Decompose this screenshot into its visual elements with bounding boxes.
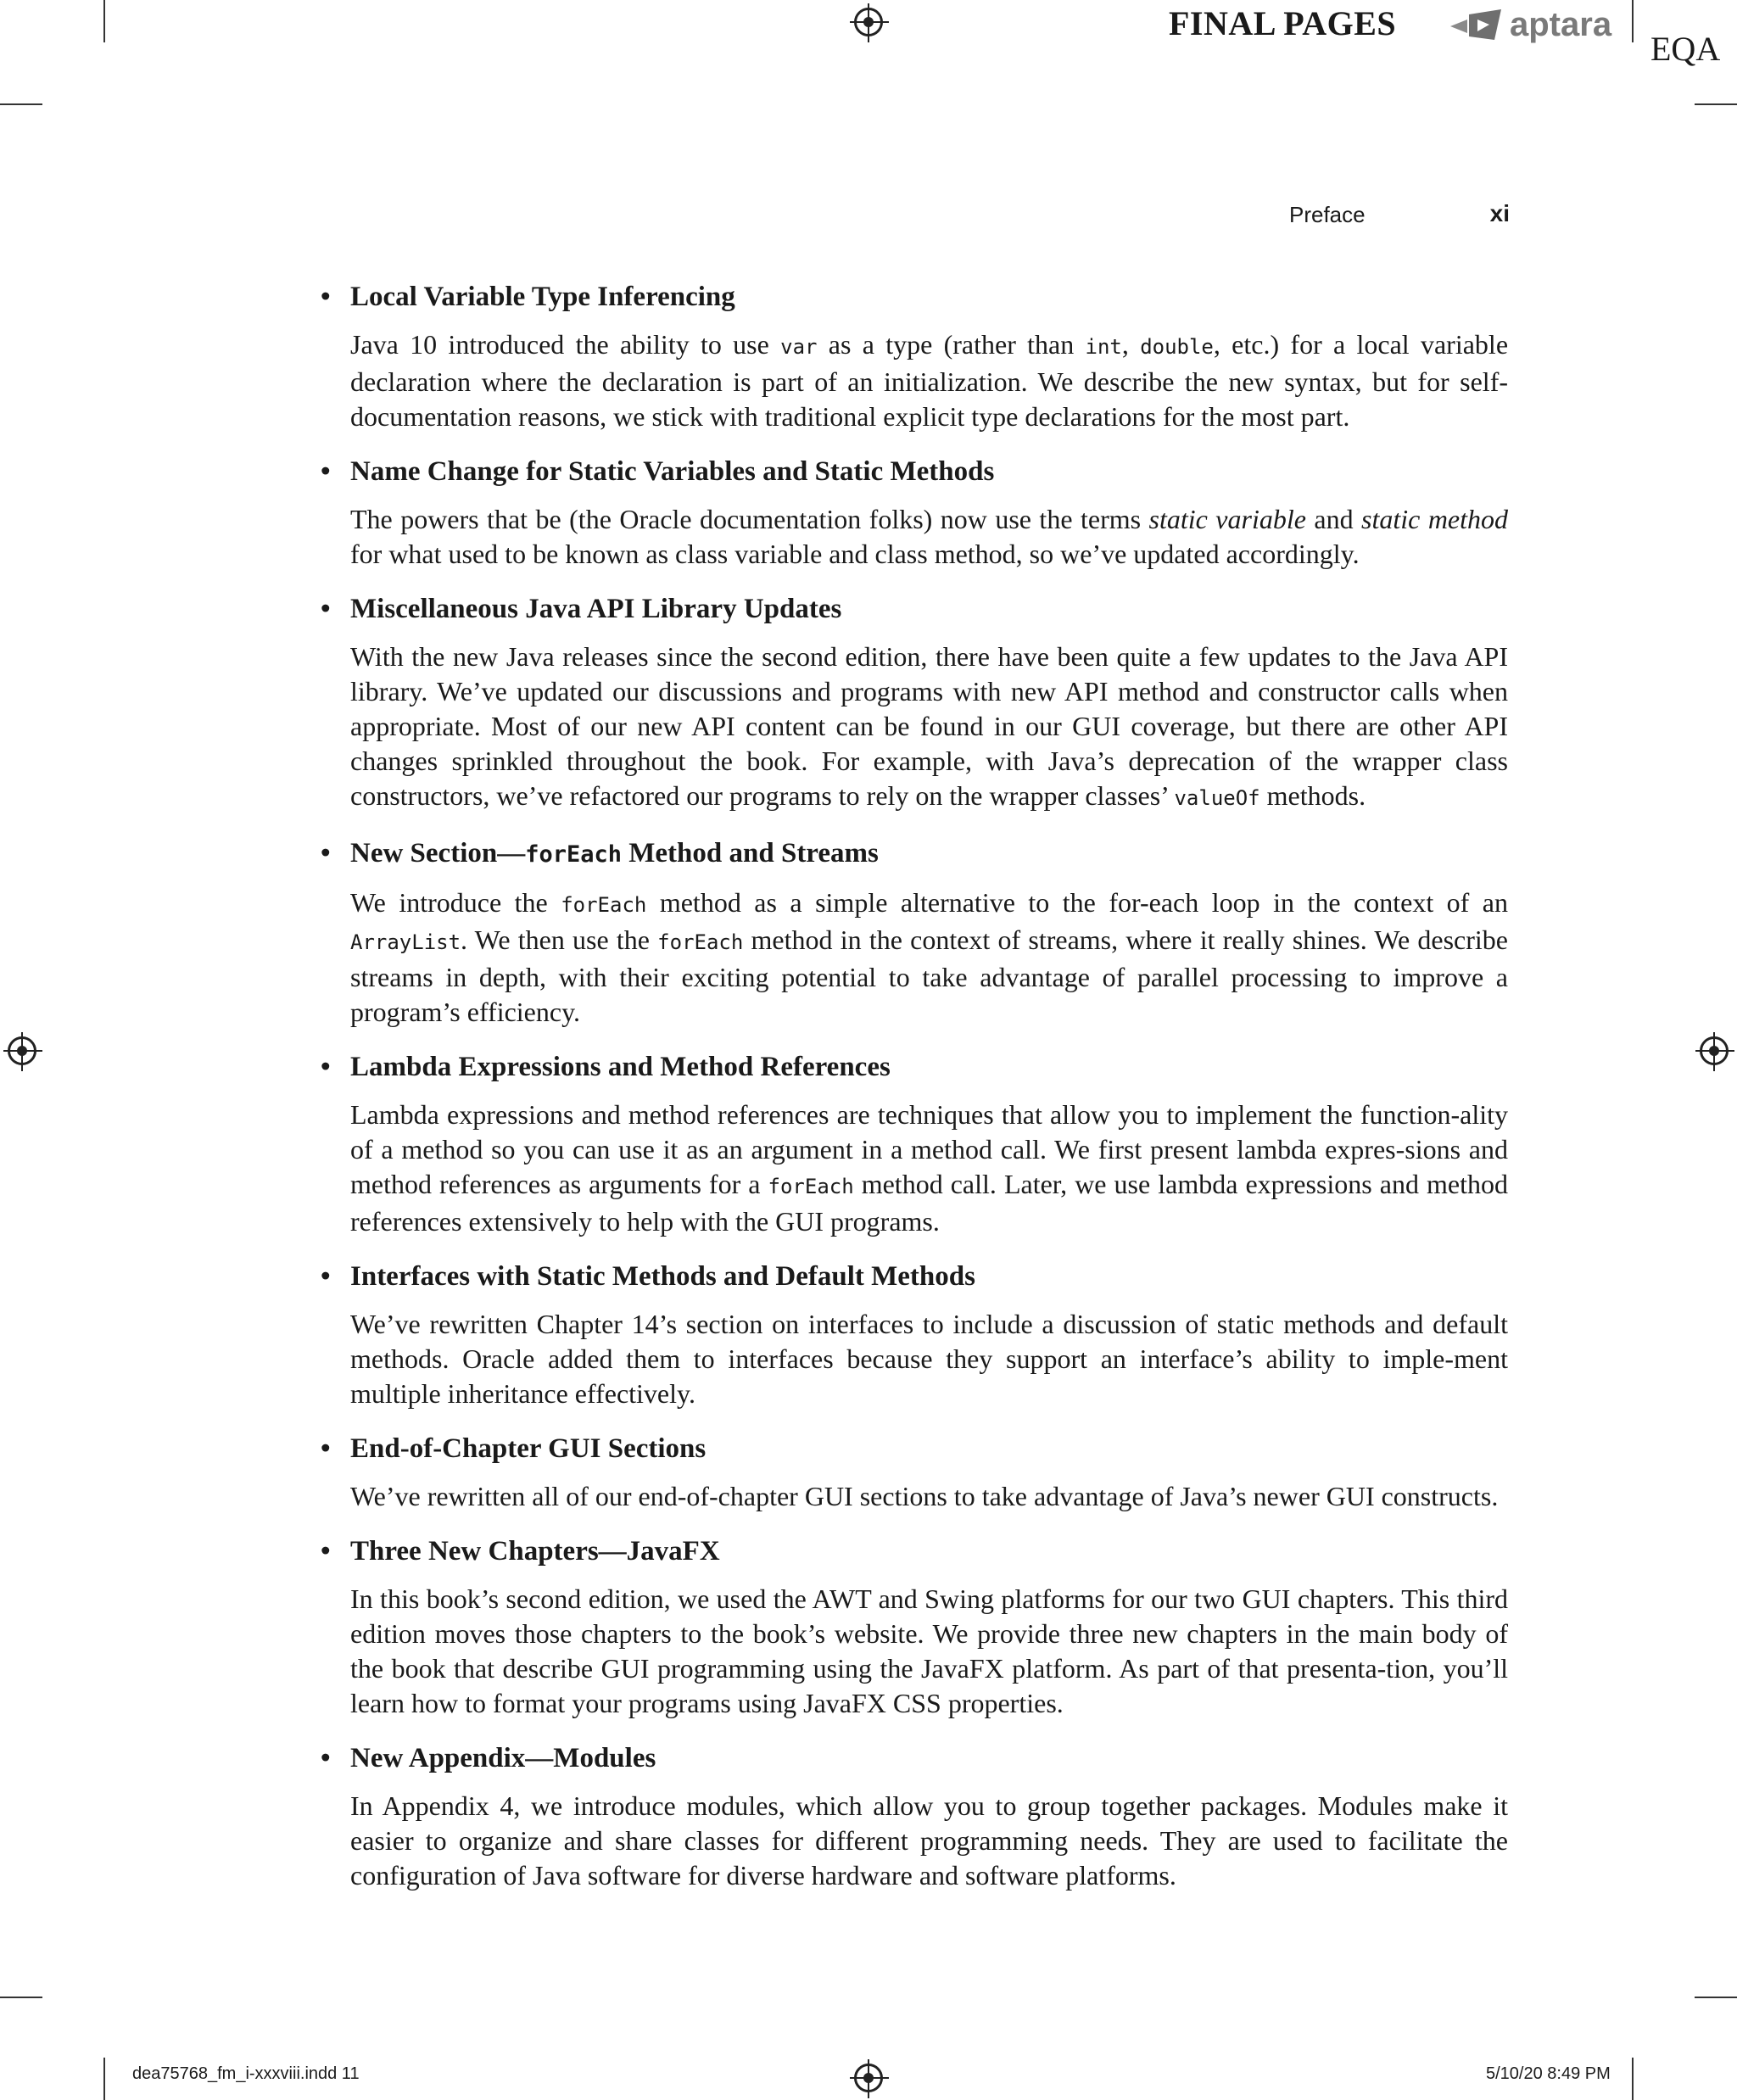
- text-run: In this book’s second edition, we used the AWT and Swing platforms for our two GUI chapters. This third edition moves those chapters to the book’s website. We provide three new chapters in the main body of the book that describe GUI programming using the JavaFX platform. As part of that presenta-tion, you’ll learn how to format your programs using JavaFX CSS properties.: [350, 1583, 1508, 1718]
- feature-heading: [321, 1048, 1508, 1086]
- trim-mark-top-right-horizontal: [1695, 103, 1737, 105]
- feature-description: [321, 1097, 1508, 1239]
- text-run: method in the context of streams, where it really shines. We describe streams in depth, with their exciting potential to take advantage of parallel processing to improve a program’s efficiency.: [350, 924, 1508, 1027]
- text-run: for what used to be known as class variable and class method, so we’ve updated accordingly.: [350, 539, 1360, 569]
- feature-heading: [321, 278, 1508, 316]
- registration-mark-top-icon: [854, 8, 883, 36]
- italic-term: static variable: [1148, 504, 1306, 534]
- feature-heading: [321, 453, 1508, 490]
- feature-item: [321, 1258, 1508, 1411]
- code-term: forEach: [657, 930, 744, 954]
- feature-heading: [321, 590, 1508, 628]
- text-run: method call. Later, we use lambda expressions and method references extensively to help with the GUI programs.: [350, 1169, 1509, 1237]
- code-term: int: [1085, 335, 1122, 359]
- text-run: Three New Chapters—JavaFX: [350, 1536, 720, 1567]
- registration-mark-bottom-icon: [854, 2064, 883, 2092]
- feature-item: [321, 1048, 1508, 1239]
- text-run: as a type (rather than: [817, 329, 1086, 360]
- feature-item: [321, 590, 1508, 816]
- bullet-icon: •: [321, 1433, 331, 1464]
- feature-heading: [321, 1258, 1508, 1295]
- feature-description: [321, 1789, 1508, 1893]
- running-head-title: Preface: [1289, 202, 1366, 227]
- feature-description: [321, 1307, 1508, 1411]
- text-run: The powers that be (the Oracle documentation folks) now use the terms: [350, 504, 1149, 534]
- text-run: and: [1305, 504, 1362, 534]
- trim-mark-top-left-horizontal: [0, 103, 42, 105]
- bullet-icon: •: [321, 1536, 331, 1567]
- feature-heading: [321, 1430, 1508, 1467]
- aptara-logo-icon: [1449, 8, 1503, 42]
- bullet-icon: •: [321, 1743, 331, 1773]
- text-run: New Section—: [350, 838, 526, 868]
- code-term: valueOf: [1174, 786, 1260, 810]
- text-run: ,: [1121, 329, 1141, 360]
- text-run: Java 10 introduced the ability to use: [350, 329, 781, 360]
- trim-mark-top-divider: [1632, 0, 1634, 34]
- text-run: Local Variable Type Inferencing: [350, 282, 735, 312]
- text-run: method as a simple alternative to the for-each loop in the context of an: [646, 887, 1509, 918]
- code-term: forEach: [768, 1175, 854, 1198]
- aptara-logo-text: aptara: [1510, 5, 1612, 43]
- feature-description: [321, 639, 1508, 816]
- text-run: Name Change for Static Variables and Static Methods: [350, 456, 995, 487]
- text-run: New Appendix—Modules: [350, 1743, 656, 1773]
- code-term: ArrayList: [350, 930, 461, 954]
- feature-heading: [321, 1533, 1508, 1570]
- feature-item: [321, 835, 1508, 1030]
- text-run: Miscellaneous Java API Library Updates: [350, 594, 842, 624]
- final-pages-label: FINAL PAGES: [1169, 4, 1397, 42]
- content-column: [321, 278, 1508, 1912]
- trim-mark-bottom-right-horizontal: [1695, 1997, 1737, 1998]
- aptara-logo: [1449, 5, 1611, 44]
- bullet-icon: •: [321, 594, 331, 624]
- feature-item: [321, 453, 1508, 572]
- text-run: Lambda Expressions and Method References: [350, 1052, 891, 1082]
- registration-mark-right-icon: [1700, 1036, 1729, 1065]
- feature-description: [321, 502, 1508, 572]
- bullet-icon: •: [321, 282, 331, 312]
- registration-mark-left-icon: [8, 1036, 36, 1065]
- text-run: Method and Streams: [622, 838, 879, 868]
- feature-item: [321, 1740, 1508, 1893]
- footer-file-name: dea75768_fm_i-xxxviii.indd 11: [132, 2064, 360, 2083]
- feature-description: [321, 1582, 1508, 1721]
- text-run: methods.: [1259, 780, 1366, 811]
- corner-code: EQA: [1650, 30, 1721, 68]
- trim-mark-bottom-left-vertical: [103, 2058, 105, 2100]
- bullet-icon: •: [321, 1052, 331, 1082]
- trim-mark-bottom-left-horizontal: [0, 1997, 42, 1998]
- footer-date: 5/10/20 8:49 PM: [1486, 2064, 1611, 2083]
- bullet-icon: •: [321, 456, 331, 487]
- text-run: We’ve rewritten Chapter 14’s section on interfaces to include a discussion of static methods and default methods. Oracle added them to interfaces because they support an interface’s ability to imple-ment multiple inheritance effectively.: [350, 1309, 1508, 1409]
- text-run: , etc.) for a local variable declaration where the declaration is part of an initialization. We describe the new syntax, but for self-documentation reasons, we stick with traditional explicit type declarations for the most part.: [350, 329, 1509, 432]
- italic-term: static method: [1361, 504, 1509, 534]
- code-term: forEach: [561, 893, 647, 917]
- feature-heading: [321, 835, 1508, 874]
- feature-description: [321, 1479, 1508, 1514]
- feature-description: [321, 327, 1508, 434]
- bullet-icon: •: [321, 838, 331, 868]
- feature-item: [321, 1533, 1508, 1721]
- trim-mark-bottom-right-vertical: [1632, 2058, 1634, 2100]
- text-run: . We then use the: [461, 924, 658, 955]
- text-run: In Appendix 4, we introduce modules, which allow you to group together packages. Modules make it easier to organize and share classes for different programming needs. They are used to facilitate the configuration of Java software for diverse hardware and software platforms.: [350, 1790, 1508, 1891]
- bullet-icon: •: [321, 1261, 331, 1292]
- text-run: We introduce the: [350, 887, 561, 918]
- feature-item: [321, 278, 1508, 434]
- feature-description: [321, 885, 1508, 1030]
- page-number: xi: [1489, 200, 1510, 226]
- code-term: var: [780, 335, 818, 359]
- code-term: double: [1140, 335, 1214, 359]
- text-run: We’ve rewritten all of our end-of-chapter GUI sections to take advantage of Java’s newer GUI constructs.: [350, 1481, 1499, 1511]
- text-run: Interfaces with Static Methods and Default Methods: [350, 1261, 975, 1292]
- feature-item: [321, 1430, 1508, 1514]
- text-run: Lambda expressions and method references are techniques that allow you to implement the function-ality of a method so you can use it as an argument in a method call. We first present lambda expres-sions and method references as arguments for a: [350, 1099, 1508, 1199]
- code-term: forEach: [525, 841, 623, 868]
- feature-heading: [321, 1740, 1508, 1777]
- text-run: With the new Java releases since the second edition, there have been quite a few updates to the Java API library. We’ve updated our discussions and programs with new API method and constructor calls when appropriate. Most of our new API content can be found in our GUI coverage, but there are other API changes sprinkled throughout the book. For example, with Java’s deprecation of the wrapper class constructors, we’ve refactored our programs to rely on the wrapper classes’: [350, 641, 1508, 811]
- text-run: End-of-Chapter GUI Sections: [350, 1433, 707, 1464]
- trim-mark-top-left-vertical: [103, 0, 105, 42]
